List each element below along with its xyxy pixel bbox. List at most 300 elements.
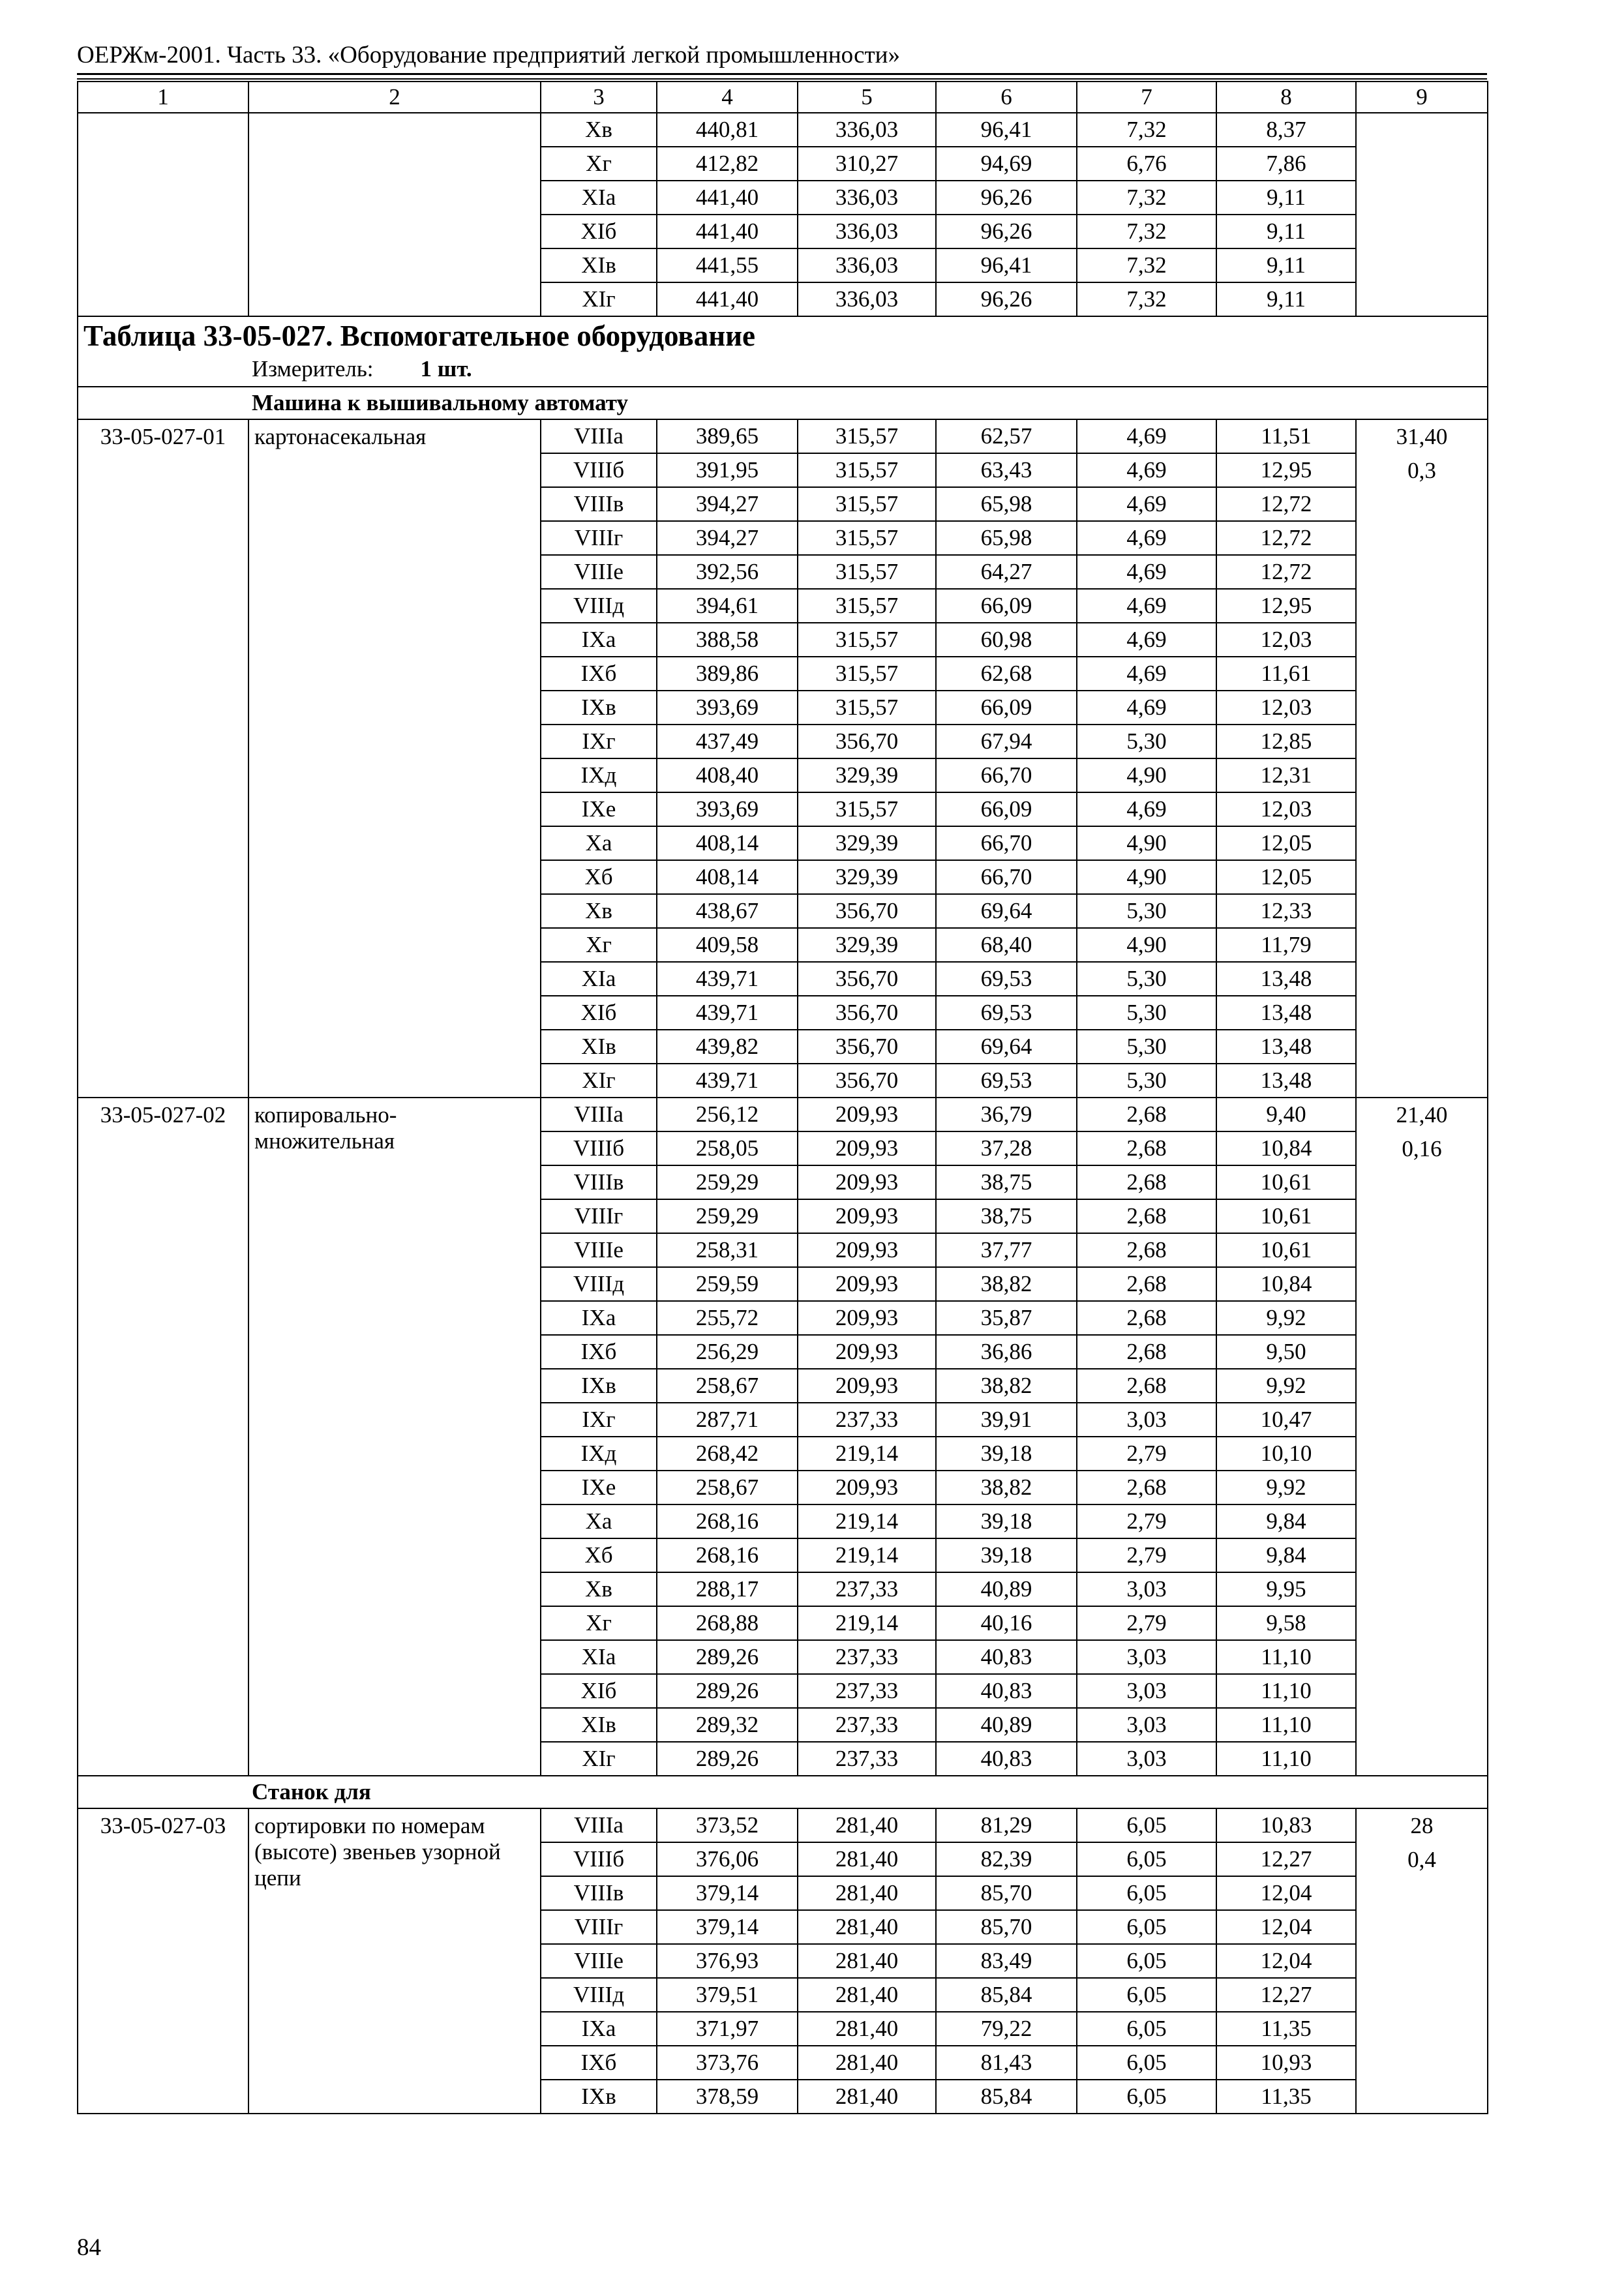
value-cell: 2,68 [1077, 1471, 1216, 1504]
value-cell: 96,26 [936, 215, 1077, 248]
table-row [78, 1098, 1488, 1131]
value-cell: Хв [541, 113, 657, 147]
category-cell: IХв [541, 1369, 657, 1403]
value-cell: 209,93 [798, 1233, 936, 1267]
value-cell: 39,18 [936, 1437, 1077, 1471]
value-cell: 6,76 [1077, 147, 1216, 181]
value-cell: 315,57 [798, 419, 936, 453]
value-cell: 2,68 [1077, 1165, 1216, 1199]
value-cell: 69,64 [936, 894, 1077, 928]
value-cell: 237,33 [798, 1640, 936, 1674]
value-cell: 439,71 [657, 996, 798, 1030]
table-row [78, 1808, 1488, 1842]
value-cell: 83,49 [936, 1944, 1077, 1978]
value-cell: 4,69 [1077, 521, 1216, 555]
value-cell: 9,40 [1216, 1098, 1356, 1131]
category-cell: VIIIв [541, 1876, 657, 1910]
group-heading: Станок для [78, 1776, 1488, 1808]
value-cell: 9,50 [1216, 1335, 1356, 1369]
category-cell: Хб [541, 860, 657, 894]
value-cell: 281,40 [798, 2046, 936, 2080]
value-cell: 11,35 [1216, 2080, 1356, 2114]
value-cell: 391,95 [657, 453, 798, 487]
item-name: картонасекальная [248, 419, 541, 1098]
value-cell: 289,32 [657, 1708, 798, 1742]
category-cell: VIIIе [541, 555, 657, 589]
value-cell: 259,59 [657, 1267, 798, 1301]
value-cell: 2,79 [1077, 1437, 1216, 1471]
value-cell: 4,90 [1077, 826, 1216, 860]
category-cell: Хв [541, 1572, 657, 1606]
value-cell: 336,03 [798, 181, 936, 215]
value-cell: 379,14 [657, 1910, 798, 1944]
item-col9 [1356, 1098, 1488, 1776]
value-cell: 12,85 [1216, 725, 1356, 758]
group-heading-row [78, 1776, 1488, 1808]
value-cell: 356,70 [798, 962, 936, 996]
value-cell: 438,67 [657, 894, 798, 928]
value-cell: 96,41 [936, 248, 1077, 282]
value-cell: 4,90 [1077, 860, 1216, 894]
value-cell: 12,03 [1216, 792, 1356, 826]
category-cell: VIIIе [541, 1944, 657, 1978]
value-cell: 36,86 [936, 1335, 1077, 1369]
value-cell: 4,69 [1077, 657, 1216, 691]
category-cell: IХв [541, 2080, 657, 2114]
value-cell: 219,14 [798, 1538, 936, 1572]
value-cell: 4,69 [1077, 691, 1216, 725]
col9-value: 0,4 [1407, 1847, 1436, 1872]
value-cell: 82,39 [936, 1842, 1077, 1876]
value-cell: 209,93 [798, 1165, 936, 1199]
value-cell: 85,70 [936, 1876, 1077, 1910]
value-cell: 12,03 [1216, 691, 1356, 725]
value-cell: 329,39 [798, 928, 936, 962]
value-cell: 4,69 [1077, 453, 1216, 487]
value-cell: 376,93 [657, 1944, 798, 1978]
value-cell: 36,79 [936, 1098, 1077, 1131]
value-cell: 219,14 [798, 1504, 936, 1538]
value-cell: 2,68 [1077, 1369, 1216, 1403]
value-cell: 441,40 [657, 181, 798, 215]
column-number-cell: 2 [248, 82, 541, 113]
category-cell: Хг [541, 928, 657, 962]
category-cell: ХIа [541, 962, 657, 996]
item-code: 33-05-027-03 [78, 1808, 248, 2114]
value-cell: 38,75 [936, 1165, 1077, 1199]
value-cell: 441,40 [657, 215, 798, 248]
category-cell: VIIIд [541, 1978, 657, 2012]
category-cell: VIIIг [541, 1199, 657, 1233]
value-cell: 237,33 [798, 1674, 936, 1708]
value-cell: 10,84 [1216, 1267, 1356, 1301]
category-cell: IХе [541, 792, 657, 826]
value-cell: 439,82 [657, 1030, 798, 1064]
category-cell: IХг [541, 1403, 657, 1437]
category-cell: IХа [541, 623, 657, 657]
value-cell: 289,26 [657, 1742, 798, 1776]
value-cell: 315,57 [798, 453, 936, 487]
value-cell: 66,09 [936, 691, 1077, 725]
value-cell: 237,33 [798, 1403, 936, 1437]
value-cell: 62,57 [936, 419, 1077, 453]
value-cell: 85,84 [936, 1978, 1077, 2012]
value-cell: 38,82 [936, 1471, 1077, 1504]
value-cell: 2,68 [1077, 1233, 1216, 1267]
value-cell: 9,11 [1216, 215, 1356, 248]
value-cell: 315,57 [798, 589, 936, 623]
value-cell: 12,95 [1216, 589, 1356, 623]
column-number-cell: 1 [78, 82, 248, 113]
value-cell: 6,05 [1077, 1978, 1216, 2012]
item-name: копировально-множительная [248, 1098, 541, 1776]
value-cell: 394,27 [657, 521, 798, 555]
value-cell: 389,86 [657, 657, 798, 691]
col9-value: 31,40 [1396, 424, 1448, 449]
value-cell: 12,27 [1216, 1842, 1356, 1876]
value-cell: 394,27 [657, 487, 798, 521]
value-cell: 7,32 [1077, 181, 1216, 215]
value-cell: 237,33 [798, 1572, 936, 1606]
value-cell: 66,09 [936, 792, 1077, 826]
value-cell: 9,11 [1216, 248, 1356, 282]
value-cell: 12,27 [1216, 1978, 1356, 2012]
rates-table-body [78, 82, 1488, 2114]
value-cell: 10,93 [1216, 2046, 1356, 2080]
empty-name-cell [248, 113, 541, 316]
value-cell: 393,69 [657, 792, 798, 826]
value-cell: 9,58 [1216, 1606, 1356, 1640]
value-cell: 4,69 [1077, 555, 1216, 589]
value-cell: 10,84 [1216, 1131, 1356, 1165]
category-cell: IХа [541, 2012, 657, 2046]
category-cell: ХIв [541, 1030, 657, 1064]
value-cell: 7,32 [1077, 113, 1216, 147]
value-cell: 336,03 [798, 215, 936, 248]
value-cell: 9,92 [1216, 1471, 1356, 1504]
value-cell: 12,05 [1216, 826, 1356, 860]
value-cell: 315,57 [798, 792, 936, 826]
category-cell: ХIб [541, 996, 657, 1030]
column-number-cell: 3 [541, 82, 657, 113]
continuation-row [78, 113, 1488, 147]
value-cell: 10,61 [1216, 1233, 1356, 1267]
value-cell: 281,40 [798, 1978, 936, 2012]
value-cell: 79,22 [936, 2012, 1077, 2046]
value-cell: 4,69 [1077, 623, 1216, 657]
value-cell: 6,05 [1077, 1910, 1216, 1944]
value-cell: 2,68 [1077, 1131, 1216, 1165]
value-cell: 2,68 [1077, 1199, 1216, 1233]
value-cell: 288,17 [657, 1572, 798, 1606]
value-cell: 258,67 [657, 1369, 798, 1403]
value-cell: 9,84 [1216, 1538, 1356, 1572]
value-cell: 237,33 [798, 1742, 936, 1776]
value-cell: 38,75 [936, 1199, 1077, 1233]
value-cell: 9,92 [1216, 1301, 1356, 1335]
category-cell: Хв [541, 894, 657, 928]
value-cell: 81,43 [936, 2046, 1077, 2080]
value-cell: 281,40 [798, 1876, 936, 1910]
value-cell: 209,93 [798, 1098, 936, 1131]
category-cell: VIIIа [541, 419, 657, 453]
value-cell: 6,05 [1077, 1944, 1216, 1978]
value-cell: 259,29 [657, 1165, 798, 1199]
value-cell: 7,32 [1077, 215, 1216, 248]
value-cell: 4,90 [1077, 758, 1216, 792]
value-cell: 2,68 [1077, 1301, 1216, 1335]
value-cell: 379,14 [657, 1876, 798, 1910]
table-row [78, 419, 1488, 453]
value-cell: 259,29 [657, 1199, 798, 1233]
value-cell: 6,05 [1077, 2012, 1216, 2046]
value-cell: 68,40 [936, 928, 1077, 962]
value-cell: 336,03 [798, 248, 936, 282]
category-cell: VIIIг [541, 521, 657, 555]
category-cell: ХIг [541, 1742, 657, 1776]
category-cell: VIIIб [541, 453, 657, 487]
value-cell: 441,55 [657, 248, 798, 282]
value-cell: 8,37 [1216, 113, 1356, 147]
value-cell: 219,14 [798, 1437, 936, 1471]
column-number-row [78, 82, 1488, 113]
value-cell: 268,88 [657, 1606, 798, 1640]
category-cell: VIIIв [541, 487, 657, 521]
value-cell: 408,40 [657, 758, 798, 792]
value-cell: 4,69 [1077, 419, 1216, 453]
value-cell: 408,14 [657, 860, 798, 894]
value-cell: 315,57 [798, 623, 936, 657]
value-cell: 69,53 [936, 996, 1077, 1030]
value-cell: 6,05 [1077, 1876, 1216, 1910]
value-cell: ХIв [541, 248, 657, 282]
column-number-cell: 9 [1356, 82, 1488, 113]
value-cell: 268,16 [657, 1538, 798, 1572]
item-col9 [1356, 419, 1488, 1098]
value-cell: 439,71 [657, 962, 798, 996]
value-cell: 96,26 [936, 282, 1077, 316]
group-heading-row [78, 387, 1488, 419]
value-cell: 40,89 [936, 1572, 1077, 1606]
value-cell: ХIа [541, 181, 657, 215]
value-cell: 258,31 [657, 1233, 798, 1267]
value-cell: 3,03 [1077, 1640, 1216, 1674]
value-cell: 39,18 [936, 1504, 1077, 1538]
value-cell: 329,39 [798, 860, 936, 894]
value-cell: 11,10 [1216, 1640, 1356, 1674]
value-cell: 4,69 [1077, 589, 1216, 623]
value-cell: 12,03 [1216, 623, 1356, 657]
value-cell: 12,04 [1216, 1876, 1356, 1910]
value-cell: 310,27 [798, 147, 936, 181]
value-cell: 39,18 [936, 1538, 1077, 1572]
column-number-cell: 6 [936, 82, 1077, 113]
category-cell: VIIIв [541, 1165, 657, 1199]
value-cell: 373,76 [657, 2046, 798, 2080]
empty-col9-cell [1356, 113, 1488, 316]
group-heading: Машина к вышивальному автомату [78, 387, 1488, 419]
value-cell: 356,70 [798, 1030, 936, 1064]
value-cell: 40,16 [936, 1606, 1077, 1640]
value-cell: 376,06 [657, 1842, 798, 1876]
value-cell: 5,30 [1077, 894, 1216, 928]
category-cell: Ха [541, 1504, 657, 1538]
value-cell: 209,93 [798, 1369, 936, 1403]
value-cell: 12,33 [1216, 894, 1356, 928]
value-cell: 315,57 [798, 521, 936, 555]
value-cell: 35,87 [936, 1301, 1077, 1335]
value-cell: 3,03 [1077, 1403, 1216, 1437]
value-cell: ХIг [541, 282, 657, 316]
value-cell: 12,31 [1216, 758, 1356, 792]
value-cell: 409,58 [657, 928, 798, 962]
measurer-cell [78, 355, 1488, 387]
category-cell: IХе [541, 1471, 657, 1504]
value-cell: 66,09 [936, 589, 1077, 623]
value-cell: 85,84 [936, 2080, 1077, 2114]
measurer-label: Измеритель: [252, 356, 374, 382]
value-cell: 11,10 [1216, 1742, 1356, 1776]
category-cell: IХд [541, 758, 657, 792]
value-cell: 69,64 [936, 1030, 1077, 1064]
section-title: Таблица 33-05-027. Вспомогательное оборудование [78, 316, 1488, 355]
column-number-cell: 7 [1077, 82, 1216, 113]
value-cell: 209,93 [798, 1301, 936, 1335]
value-cell: 6,05 [1077, 1842, 1216, 1876]
value-cell: 281,40 [798, 2012, 936, 2046]
value-cell: 209,93 [798, 1335, 936, 1369]
empty-code-cell [78, 113, 248, 316]
value-cell: 281,40 [798, 1842, 936, 1876]
header-rule-thick [77, 73, 1487, 75]
category-cell: VIIIд [541, 1267, 657, 1301]
value-cell: 62,68 [936, 657, 1077, 691]
value-cell: 336,03 [798, 282, 936, 316]
value-cell: 4,90 [1077, 928, 1216, 962]
value-cell: 336,03 [798, 113, 936, 147]
category-cell: VIIIб [541, 1842, 657, 1876]
value-cell: 40,89 [936, 1708, 1077, 1742]
value-cell: 389,65 [657, 419, 798, 453]
category-cell: VIIIа [541, 1808, 657, 1842]
value-cell: 38,82 [936, 1369, 1077, 1403]
value-cell: 2,68 [1077, 1267, 1216, 1301]
value-cell: 4,69 [1077, 792, 1216, 826]
value-cell: 373,52 [657, 1808, 798, 1842]
value-cell: 11,35 [1216, 2012, 1356, 2046]
value-cell: 11,79 [1216, 928, 1356, 962]
value-cell: 12,72 [1216, 521, 1356, 555]
value-cell: 5,30 [1077, 725, 1216, 758]
value-cell: 356,70 [798, 725, 936, 758]
value-cell: 9,92 [1216, 1369, 1356, 1403]
value-cell: 3,03 [1077, 1674, 1216, 1708]
column-number-cell: 5 [798, 82, 936, 113]
value-cell: 67,94 [936, 725, 1077, 758]
value-cell: 315,57 [798, 487, 936, 521]
page-number: 84 [77, 2234, 101, 2261]
measurer-value: 1 шт. [420, 356, 472, 382]
value-cell: Хг [541, 147, 657, 181]
category-cell: Хб [541, 1538, 657, 1572]
value-cell: 5,30 [1077, 996, 1216, 1030]
value-cell: 268,42 [657, 1437, 798, 1471]
value-cell: 394,61 [657, 589, 798, 623]
value-cell: 13,48 [1216, 996, 1356, 1030]
item-col9 [1356, 1808, 1488, 2114]
value-cell: 281,40 [798, 2080, 936, 2114]
value-cell: 378,59 [657, 2080, 798, 2114]
value-cell: 329,39 [798, 758, 936, 792]
value-cell: 3,03 [1077, 1572, 1216, 1606]
value-cell: 4,69 [1077, 487, 1216, 521]
value-cell: 209,93 [798, 1199, 936, 1233]
col9-value: 0,3 [1407, 458, 1436, 483]
category-cell: ХIб [541, 1674, 657, 1708]
value-cell: 209,93 [798, 1267, 936, 1301]
value-cell: 437,49 [657, 725, 798, 758]
category-cell: ХIг [541, 1064, 657, 1098]
col9-value: 0,16 [1402, 1136, 1442, 1161]
value-cell: 11,61 [1216, 657, 1356, 691]
value-cell: 12,04 [1216, 1910, 1356, 1944]
value-cell: 3,03 [1077, 1742, 1216, 1776]
value-cell: 12,72 [1216, 487, 1356, 521]
value-cell: 440,81 [657, 113, 798, 147]
category-cell: IХб [541, 2046, 657, 2080]
value-cell: 3,03 [1077, 1708, 1216, 1742]
category-cell: VIIIг [541, 1910, 657, 1944]
value-cell: 65,98 [936, 521, 1077, 555]
value-cell: 37,77 [936, 1233, 1077, 1267]
value-cell: 256,12 [657, 1098, 798, 1131]
value-cell: 6,05 [1077, 1808, 1216, 1842]
col9-value: 28 [1410, 1813, 1434, 1838]
value-cell: ХIб [541, 215, 657, 248]
value-cell: 85,70 [936, 1910, 1077, 1944]
value-cell: 40,83 [936, 1674, 1077, 1708]
value-cell: 11,10 [1216, 1674, 1356, 1708]
value-cell: 2,79 [1077, 1606, 1216, 1640]
value-cell: 356,70 [798, 1064, 936, 1098]
rates-table [77, 81, 1488, 2114]
value-cell: 379,51 [657, 1978, 798, 2012]
value-cell: 258,05 [657, 1131, 798, 1165]
value-cell: 371,97 [657, 2012, 798, 2046]
value-cell: 388,58 [657, 623, 798, 657]
category-cell: VIIIа [541, 1098, 657, 1131]
value-cell: 5,30 [1077, 1030, 1216, 1064]
category-cell: ХIа [541, 1640, 657, 1674]
value-cell: 60,98 [936, 623, 1077, 657]
category-cell: Ха [541, 826, 657, 860]
category-cell: IХд [541, 1437, 657, 1471]
value-cell: 12,72 [1216, 555, 1356, 589]
column-number-cell: 8 [1216, 82, 1356, 113]
value-cell: 441,40 [657, 282, 798, 316]
value-cell: 7,32 [1077, 248, 1216, 282]
value-cell: 289,26 [657, 1674, 798, 1708]
value-cell: 392,56 [657, 555, 798, 589]
value-cell: 11,10 [1216, 1708, 1356, 1742]
header-rule-thin [77, 78, 1487, 80]
item-name: сортировки по номерам (высоте) звеньев узорной цепи [248, 1808, 541, 2114]
value-cell: 39,91 [936, 1403, 1077, 1437]
value-cell: 69,53 [936, 1064, 1077, 1098]
value-cell: 287,71 [657, 1403, 798, 1437]
page-header: ОЕРЖм-2001. Часть 33. «Оборудование предприятий легкой промышленности» [77, 42, 900, 68]
value-cell: 356,70 [798, 894, 936, 928]
